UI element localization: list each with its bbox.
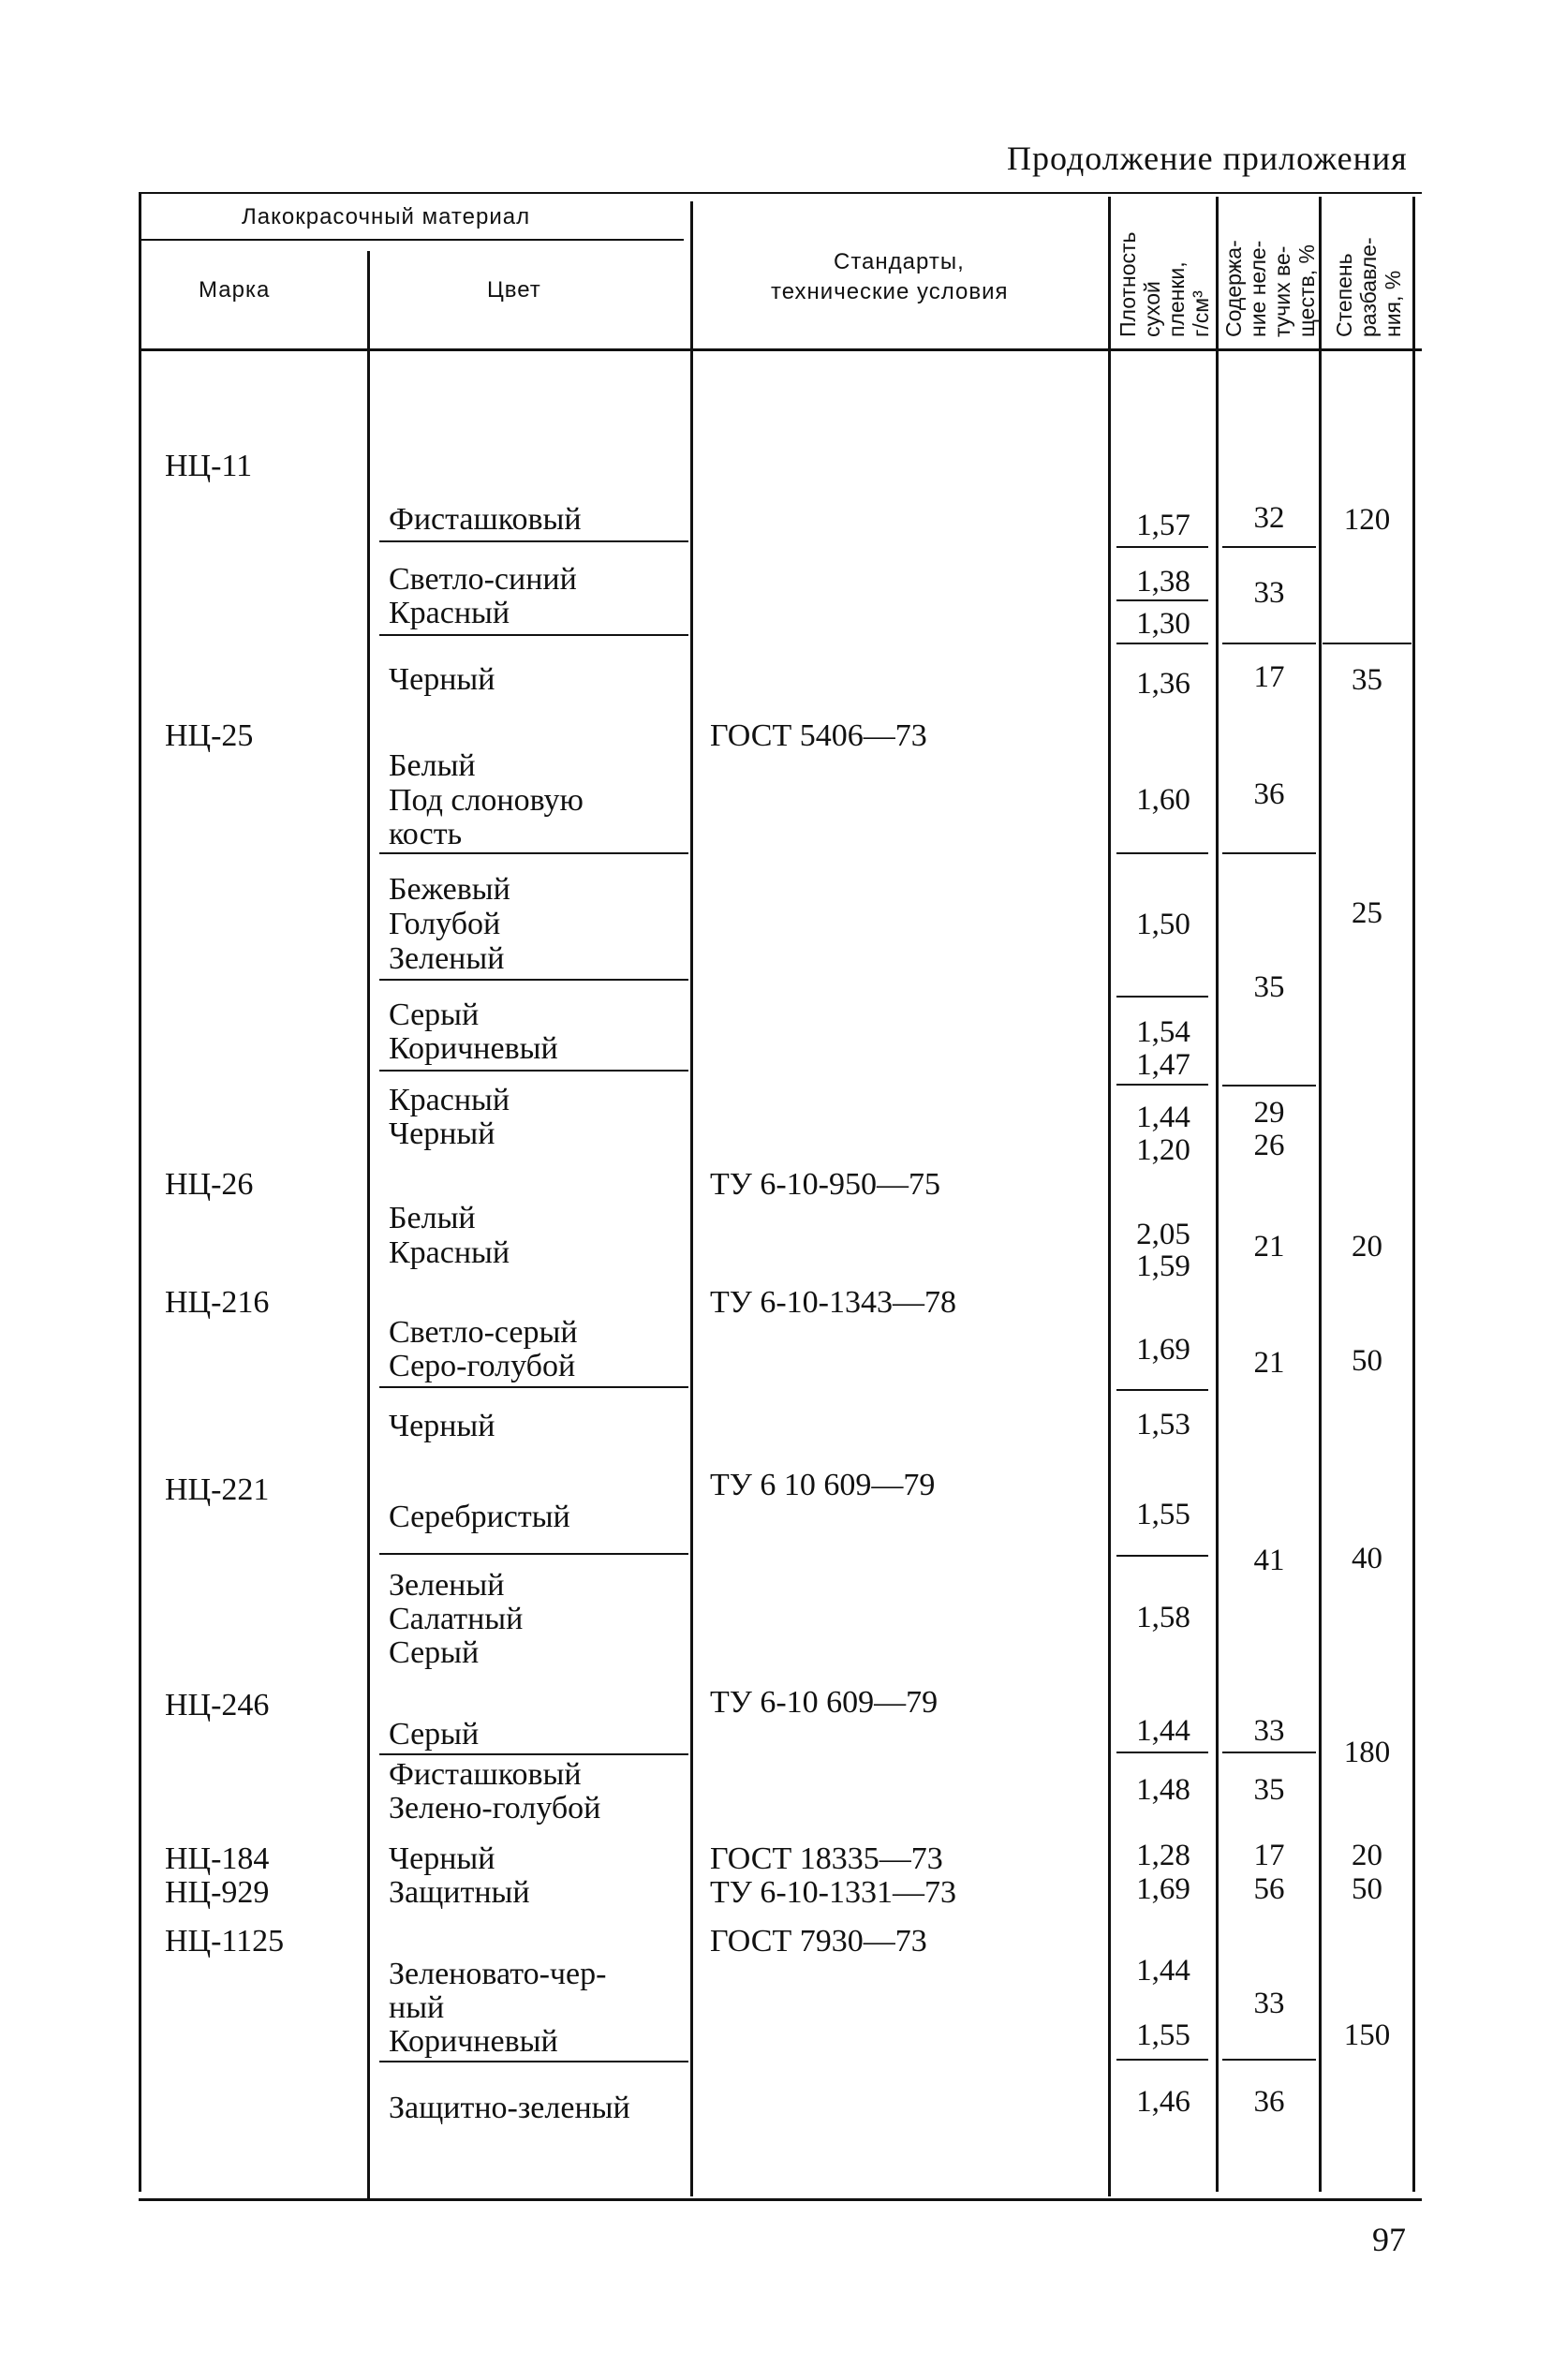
color: Черный	[389, 662, 495, 697]
mark: НЦ-246	[165, 1688, 270, 1722]
nonvolatile-value: 35	[1253, 970, 1285, 1004]
dilution-value: 50	[1352, 1872, 1382, 1906]
color: Фисташковый	[389, 1757, 582, 1792]
color: кость	[389, 817, 463, 851]
density-value: 1,38	[1136, 565, 1190, 599]
nonvolatile-value: 33	[1253, 1714, 1285, 1748]
color: Белый	[389, 748, 476, 783]
color: ный	[389, 1990, 445, 2025]
color: Красный	[389, 1083, 510, 1117]
header-color: Цвет	[487, 277, 541, 303]
header-dilution-1: Степень	[1332, 253, 1356, 337]
nonvolatile-value: 21	[1253, 1346, 1285, 1380]
color: Черный	[389, 1116, 495, 1151]
nonvolatile-value: 17	[1253, 660, 1285, 694]
color: Серый	[389, 1635, 480, 1670]
density-value: 2,05	[1136, 1218, 1190, 1251]
density-value: 1,30	[1136, 607, 1190, 641]
density-value: 1,54	[1136, 1015, 1190, 1049]
standard: ТУ 6 10 609—79	[710, 1468, 936, 1502]
nonvolatile-value: 21	[1253, 1230, 1285, 1264]
color: Зеленый	[389, 1568, 505, 1603]
header-density-4: г/см³	[1189, 290, 1213, 337]
dilution-value: 35	[1352, 663, 1382, 697]
mark: НЦ-25	[165, 718, 254, 753]
color: Зеленый	[389, 941, 505, 976]
color: Черный	[389, 1841, 495, 1876]
density-value: 1,44	[1136, 1101, 1190, 1134]
nonvolatile-value: 36	[1253, 2085, 1285, 2119]
density-value: 1,50	[1136, 908, 1190, 941]
header-nonvolatile-4: ществ, %	[1294, 244, 1319, 337]
color: Красный	[389, 1235, 510, 1270]
dilution-value: 25	[1352, 896, 1382, 930]
standard: ГОСТ 7930—73	[710, 1924, 927, 1959]
standard: ГОСТ 18335—73	[710, 1841, 943, 1876]
nonvolatile-value: 36	[1253, 777, 1285, 811]
header-dilution-2: разбавле-	[1356, 237, 1381, 337]
color: Салатный	[389, 1602, 524, 1636]
page-title: Продолжение приложения	[1007, 140, 1408, 177]
color: Зеленовато-чер-	[389, 1957, 607, 1991]
color: Защитный	[389, 1875, 530, 1910]
standard: ГОСТ 5406—73	[710, 718, 927, 753]
header-standard-1: Стандарты,	[834, 249, 965, 274]
dilution-value: 150	[1343, 2018, 1391, 2052]
density-value: 1,60	[1136, 783, 1190, 817]
header-dilution-3: ния, %	[1381, 270, 1405, 337]
standard: ТУ 6-10-1331—73	[710, 1875, 956, 1910]
density-value: 1,58	[1136, 1601, 1190, 1634]
mark: НЦ-184	[165, 1841, 270, 1876]
density-value: 1,36	[1136, 667, 1190, 701]
header-density-3: пленки,	[1164, 261, 1189, 337]
mark: НЦ-216	[165, 1285, 270, 1320]
dilution-value: 20	[1352, 1839, 1382, 1872]
density-value: 1,59	[1136, 1249, 1190, 1283]
color: Зелено-голубой	[389, 1791, 601, 1826]
header-density-1: Плотность	[1116, 231, 1140, 337]
standard: ТУ 6-10-950—75	[710, 1167, 940, 1202]
density-value: 1,53	[1136, 1408, 1190, 1441]
nonvolatile-value: 33	[1253, 1987, 1285, 2020]
header-nonvolatile-2: ние неле-	[1246, 240, 1270, 337]
color: Голубой	[389, 907, 501, 941]
mark: НЦ-26	[165, 1167, 254, 1202]
nonvolatile-value: 17	[1253, 1839, 1285, 1872]
color: Красный	[389, 596, 510, 630]
dilution-value: 180	[1343, 1736, 1391, 1769]
color: Серый	[389, 1717, 480, 1752]
density-value: 1,46	[1136, 2085, 1190, 2119]
color: Черный	[389, 1409, 495, 1443]
density-value: 1,44	[1136, 1954, 1190, 1988]
mark: НЦ-1125	[165, 1924, 285, 1959]
mark: НЦ-11	[165, 449, 253, 483]
mark: НЦ-929	[165, 1875, 270, 1910]
density-value: 1,44	[1136, 1714, 1190, 1748]
header-mark: Марка	[199, 277, 271, 303]
density-value: 1,47	[1136, 1048, 1190, 1082]
density-value: 1,28	[1136, 1839, 1190, 1872]
header-nonvolatile-1: Содержа-	[1221, 240, 1246, 337]
density-value: 1,57	[1136, 509, 1190, 542]
color: Светло-серый	[389, 1315, 578, 1350]
color: Бежевый	[389, 872, 510, 907]
header-density-2: сухой	[1140, 281, 1164, 337]
dilution-value: 20	[1352, 1230, 1382, 1264]
page-number: 97	[1372, 2221, 1406, 2258]
dilution-value: 120	[1343, 503, 1391, 537]
mark: НЦ-221	[165, 1472, 270, 1507]
dilution-value: 40	[1352, 1542, 1382, 1575]
color: Белый	[389, 1201, 476, 1235]
color: Фисташковый	[389, 502, 582, 537]
nonvolatile-value: 32	[1253, 501, 1285, 535]
header-nonvolatile-3: тучих ве-	[1270, 245, 1294, 337]
color: Защитно-зеленый	[389, 2091, 630, 2125]
nonvolatile-value: 26	[1253, 1129, 1285, 1162]
density-value: 1,69	[1136, 1872, 1190, 1906]
header-standard-2: технические условия	[771, 279, 1009, 304]
density-value: 1,20	[1136, 1133, 1190, 1167]
dilution-value: 50	[1352, 1344, 1382, 1378]
standard: ТУ 6-10 609—79	[710, 1685, 939, 1720]
nonvolatile-value: 35	[1253, 1773, 1285, 1807]
color: Серебристый	[389, 1500, 570, 1534]
color: Серо-голубой	[389, 1349, 576, 1383]
density-value: 1,55	[1136, 1498, 1190, 1531]
density-value: 1,55	[1136, 2018, 1190, 2052]
density-value: 1,69	[1136, 1333, 1190, 1367]
nonvolatile-value: 29	[1253, 1096, 1285, 1130]
color: Серый	[389, 998, 480, 1032]
nonvolatile-value: 33	[1253, 576, 1285, 610]
nonvolatile-value: 56	[1253, 1872, 1285, 1906]
nonvolatile-value: 41	[1253, 1544, 1285, 1577]
standard: ТУ 6-10-1343—78	[710, 1285, 956, 1320]
color: Коричневый	[389, 2024, 558, 2059]
color: Светло-синий	[389, 562, 577, 597]
header-group-label: Лакокрасочный материал	[242, 204, 531, 229]
density-value: 1,48	[1136, 1773, 1190, 1807]
color: Коричневый	[389, 1031, 558, 1066]
color: Под слоновую	[389, 783, 584, 818]
